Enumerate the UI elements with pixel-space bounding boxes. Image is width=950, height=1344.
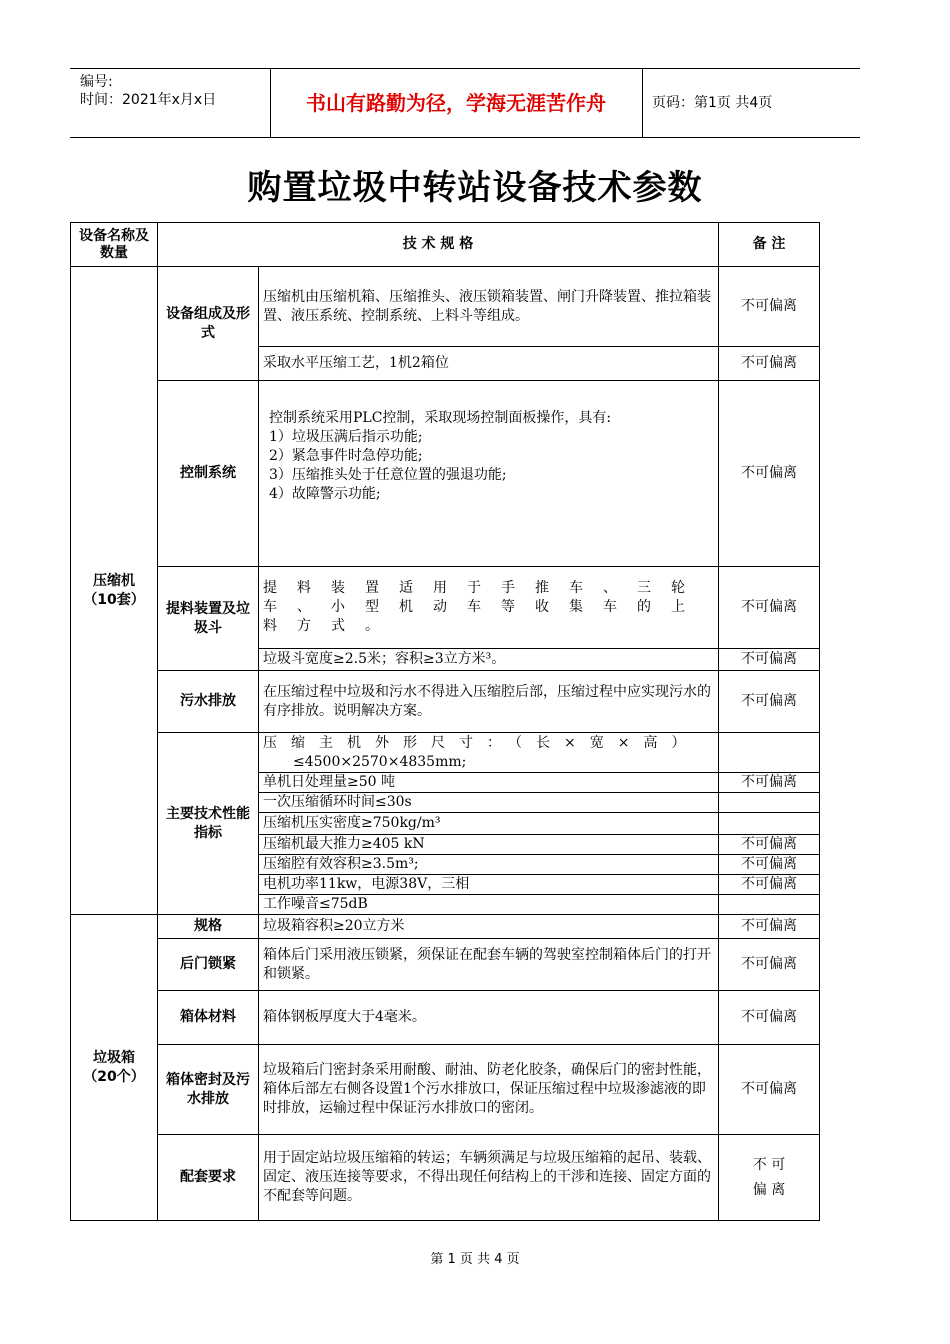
row-label: 设备组成及形式	[158, 267, 259, 381]
row-note: 不可偏离	[719, 671, 820, 733]
row-note	[719, 1135, 820, 1221]
row-label: 箱体材料	[158, 991, 259, 1045]
row-label: 污水排放	[158, 671, 259, 733]
row-label: 主要技术性能指标	[158, 733, 259, 915]
row-text: 压缩腔有效容积≥3.5m³;	[259, 855, 719, 875]
dimension-line: 压缩主机外形尺寸：（长×宽×高）	[263, 734, 700, 751]
table-row	[71, 991, 820, 1045]
row-note: 不可偏离	[719, 649, 820, 671]
row-text: 提料装置适用于手推车、三轮车、小型机动车等收集车的上料方式。	[259, 567, 719, 649]
spec-table	[70, 222, 820, 1221]
header-note: 备 注	[719, 223, 820, 267]
row-note: 不可偏离	[719, 347, 820, 381]
row-note: 不可偏离	[719, 1045, 820, 1135]
category-quantity: （20个）	[83, 1068, 145, 1085]
table-row	[71, 671, 820, 733]
table-row	[71, 733, 820, 773]
row-label: 规格	[158, 915, 259, 939]
dimension-value: ≤4500×2570×4835mm;	[293, 753, 467, 770]
row-text: 垃圾箱容积≥20立方米	[259, 915, 719, 939]
row-text: 箱体钢板厚度大于4毫米。	[259, 991, 719, 1045]
table-row	[71, 939, 820, 991]
row-text: 一次压缩循环时间≤30s	[259, 793, 719, 813]
doc-time: 时间：2021年x月x日	[80, 92, 217, 108]
row-text: 在压缩过程中垃圾和污水不得进入压缩腔后部，压缩过程中应实现污水的有序排放。说明解决方案。	[259, 671, 719, 733]
document-title: 购置垃圾中转站设备技术参数	[247, 168, 703, 208]
row-label: 后门锁紧	[158, 939, 259, 991]
row-note: 不可偏离	[719, 267, 820, 347]
row-note-empty	[719, 733, 820, 773]
list-item: 2）紧急事件时急停功能;	[269, 448, 423, 464]
note-line: 偏 离	[752, 1181, 786, 1198]
row-note: 不可偏离	[719, 855, 820, 875]
row-text: 压缩机压实密度≥750kg/m³	[259, 813, 719, 835]
table-row	[71, 1045, 820, 1135]
table-row	[71, 915, 820, 939]
row-label: 控制系统	[158, 381, 259, 567]
row-label: 配套要求	[158, 1135, 259, 1221]
header-spec: 技 术 规 格	[158, 223, 719, 267]
control-system-text	[259, 381, 719, 567]
row-text: 箱体后门采用液压锁紧，须保证在配套车辆的驾驶室控制箱体后门的打开和锁紧。	[259, 939, 719, 991]
table-row	[71, 381, 820, 567]
row-text: 工作噪音≤75dB	[259, 895, 719, 915]
row-note: 不可偏离	[719, 915, 820, 939]
header-motto: 书山有路勤为径，学海无涯苦作舟	[270, 69, 643, 137]
category-name: 压缩机	[93, 572, 135, 589]
row-text	[259, 733, 719, 773]
row-note: 不可偏离	[719, 567, 820, 649]
list-item: 1）垃圾压满后指示功能;	[269, 429, 423, 445]
row-text: 压缩机由压缩机箱、压缩推头、液压锁箱装置、闸门升降装置、推拉箱装置、液压系统、控制系统、上料斗等组成。	[259, 267, 719, 347]
row-note: 不可偏离	[719, 835, 820, 855]
table-row	[71, 267, 820, 347]
row-note: 不可偏离	[719, 939, 820, 991]
row-label: 箱体密封及污水排放	[158, 1045, 259, 1135]
row-note: 不可偏离	[719, 381, 820, 567]
row-note: 不可偏离	[719, 875, 820, 895]
row-text: 压缩机最大推力≥405 kN	[259, 835, 719, 855]
table-row	[71, 567, 820, 649]
list-item: 3）压缩推头处于任意位置的强退功能;	[269, 467, 507, 483]
list-item: 4）故障警示功能;	[269, 486, 381, 502]
row-text: 单机日处理量≥50 吨	[259, 773, 719, 793]
header-meta	[70, 69, 271, 137]
category-name: 垃圾箱	[93, 1049, 135, 1066]
row-note-empty	[719, 793, 820, 813]
table-row	[71, 1135, 820, 1221]
row-note-empty	[719, 813, 820, 835]
row-text: 电机功率11kw，电源38V，三相	[259, 875, 719, 895]
table-header-row	[71, 223, 820, 267]
doc-number-label: 编号:	[80, 74, 113, 90]
page-header	[70, 68, 860, 138]
category-compressor	[71, 267, 158, 915]
row-note-empty	[719, 895, 820, 915]
row-text: 垃圾箱后门密封条采用耐酸、耐油、防老化胶条，确保后门的密封性能，箱体后部左右侧各设置1个污水排放口，保证压缩过程中垃圾渗滤液的即时排放，运输过程中保证污水排放口的密闭。	[259, 1045, 719, 1135]
category-quantity: （10套）	[83, 591, 145, 608]
row-text: 垃圾斗宽度≥2.5米；容积≥3立方米³。	[259, 649, 719, 671]
row-note: 不可偏离	[719, 991, 820, 1045]
row-text: 用于固定站垃圾压缩箱的转运；车辆须满足与垃圾压缩箱的起吊、装载、固定、液压连接等要求，不得出现任何结构上的干涉和连接、固定方面的不配套等问题。	[259, 1135, 719, 1221]
note-line: 不 可	[752, 1156, 786, 1173]
row-note: 不可偏离	[719, 773, 820, 793]
category-container	[71, 915, 158, 1221]
page-footer: 第 1 页 共 4 页	[430, 1252, 520, 1267]
control-intro: 控制系统采用PLC控制，采取现场控制面板操作，具有:	[269, 410, 612, 426]
header-page-info: 页码：第1页 共4页	[652, 95, 773, 111]
row-text: 采取水平压缩工艺，1机2箱位	[259, 347, 719, 381]
header-device: 设备名称及数量	[71, 223, 158, 267]
row-label: 提料装置及垃圾斗	[158, 567, 259, 671]
